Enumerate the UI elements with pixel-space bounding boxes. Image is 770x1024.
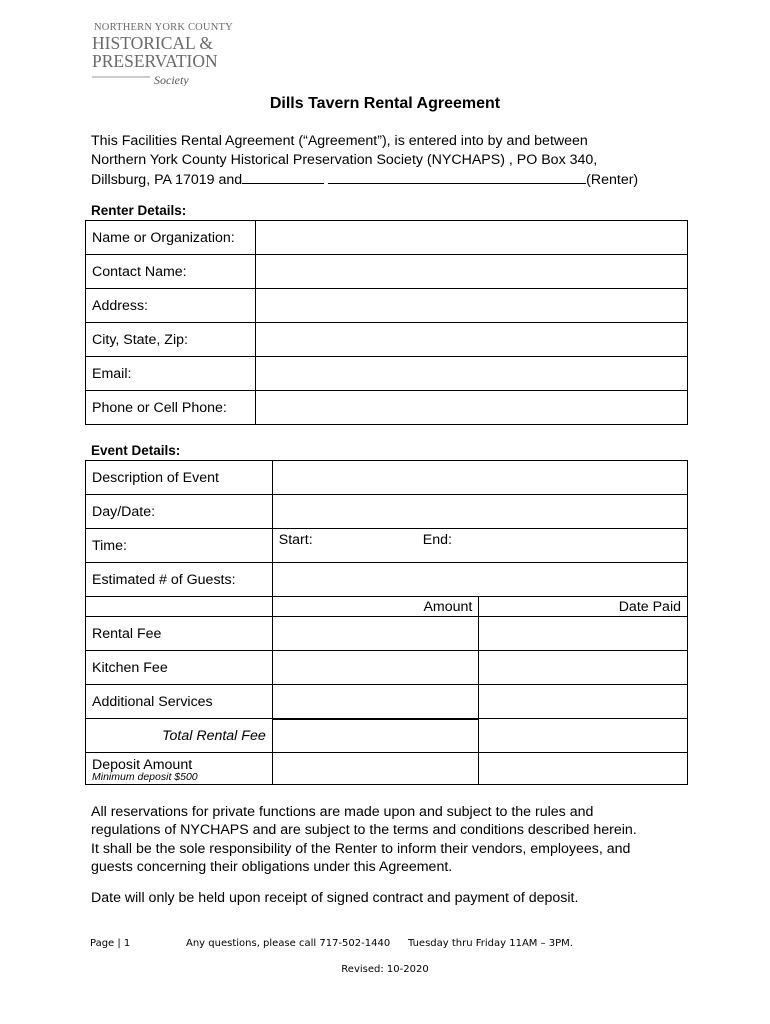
fee-header-empty <box>86 597 273 617</box>
renter-details-heading: Renter Details: <box>91 203 187 218</box>
table-row <box>86 323 688 357</box>
phone-label: Phone or Cell Phone: <box>86 391 256 425</box>
table-row <box>86 651 688 685</box>
table-row <box>86 289 688 323</box>
deposit-cell <box>86 753 273 785</box>
intro-line-2: Northern York County Historical Preservation Society (NYCHAPS) , PO Box 340, <box>91 151 598 168</box>
table-row <box>86 719 688 753</box>
page-footer <box>90 938 573 949</box>
page-number: Page | 1 <box>90 938 131 949</box>
table-row <box>86 461 688 495</box>
table-row <box>86 563 688 597</box>
document-title: Dills Tavern Rental Agreement <box>269 95 501 112</box>
address-label: Address: <box>86 289 256 323</box>
intro-line-3-suffix: (Renter) <box>586 172 639 188</box>
renter-name-blank-1[interactable] <box>242 169 324 184</box>
email-field[interactable] <box>255 357 687 391</box>
kitchen-fee-amount[interactable] <box>272 651 479 685</box>
deposit-note: Minimum deposit $500 <box>92 771 198 783</box>
rental-fee-date-paid[interactable] <box>479 617 688 651</box>
footer-questions: Any questions, please call 717-502-1440 <box>186 938 391 949</box>
intro-line-1: This Facilities Rental Agreement (“Agreement”), is entered into by and between <box>91 133 588 149</box>
total-rental-fee-label: Total Rental Fee <box>86 719 273 753</box>
additional-services-date-paid[interactable] <box>479 685 688 719</box>
description-label: Description of Event <box>86 461 273 495</box>
terms-line-4: guests concerning their obligations under this Agreement. <box>91 858 453 875</box>
city-state-zip-label: City, State, Zip: <box>86 323 256 357</box>
table-row <box>86 685 688 719</box>
additional-services-amount[interactable] <box>272 685 479 719</box>
renter-name-blank-2[interactable] <box>328 169 586 184</box>
total-rental-fee-date-paid[interactable] <box>479 719 688 753</box>
svg-text:Society: Society <box>154 73 189 86</box>
city-state-zip-field[interactable] <box>255 323 687 357</box>
rental-fee-amount[interactable] <box>272 617 479 651</box>
table-row <box>86 529 688 563</box>
end-label: End: <box>422 532 452 548</box>
intro-line-3-prefix: Dillsburg, PA 17019 and <box>91 172 243 188</box>
deposit-label: Deposit Amount <box>92 757 193 773</box>
start-label: Start: <box>278 532 313 548</box>
additional-services-label: Additional Services <box>86 685 273 719</box>
table-row <box>86 495 688 529</box>
table-row <box>86 221 688 255</box>
logo-line-1: NORTHERN YORK COUNTY <box>94 22 233 33</box>
table-row <box>86 357 688 391</box>
address-field[interactable] <box>255 289 687 323</box>
description-field[interactable] <box>272 461 687 495</box>
name-org-label: Name or Organization: <box>86 221 256 255</box>
table-row <box>86 391 688 425</box>
deposit-date-paid[interactable] <box>479 753 688 785</box>
revised-date: Revised: 10-2020 <box>341 964 429 975</box>
table-row <box>86 255 688 289</box>
logo-society-signature <box>92 72 210 86</box>
rental-fee-label: Rental Fee <box>86 617 273 651</box>
footer-hours: Tuesday thru Friday 11AM – 3PM. <box>408 938 573 949</box>
kitchen-fee-label: Kitchen Fee <box>86 651 273 685</box>
kitchen-fee-date-paid[interactable] <box>479 651 688 685</box>
amount-header: Amount <box>272 597 479 617</box>
renter-details-table <box>85 220 688 425</box>
terms-line-1: All reservations for private functions are made upon and subject to the rules and <box>91 804 594 820</box>
terms-line-2: regulations of NYCHAPS and are subject to the terms and conditions described herein. <box>91 822 637 839</box>
terms-paragraph <box>91 803 691 876</box>
day-date-field[interactable] <box>272 495 687 529</box>
guests-field[interactable] <box>272 563 687 597</box>
contact-name-field[interactable] <box>255 255 687 289</box>
intro-paragraph <box>91 132 691 190</box>
contact-name-label: Contact Name: <box>86 255 256 289</box>
time-field[interactable] <box>272 529 687 563</box>
society-logo <box>92 22 233 86</box>
event-details-heading: Event Details: <box>91 443 181 458</box>
deposit-amount[interactable] <box>272 753 479 785</box>
email-label: Email: <box>86 357 256 391</box>
total-rental-fee-amount[interactable] <box>272 719 479 753</box>
deposit-hold-note: Date will only be held upon receipt of signed contract and payment of deposit. <box>91 890 579 906</box>
time-label: Time: <box>86 529 273 563</box>
table-row <box>86 617 688 651</box>
name-org-field[interactable] <box>255 221 687 255</box>
logo-line-3: PRESERVATION <box>92 51 218 71</box>
logo-line-2: HISTORICAL & <box>92 33 214 53</box>
terms-line-3: It shall be the sole responsibility of the Renter to inform their vendors, employees, and <box>91 840 631 857</box>
table-row <box>86 597 688 617</box>
table-row <box>86 753 688 785</box>
event-details-table <box>85 460 688 785</box>
phone-field[interactable] <box>255 391 687 425</box>
intro-line-3 <box>91 169 691 190</box>
day-date-label: Day/Date: <box>86 495 273 529</box>
date-paid-header: Date Paid <box>479 597 688 617</box>
guests-label: Estimated # of Guests: <box>86 563 273 597</box>
